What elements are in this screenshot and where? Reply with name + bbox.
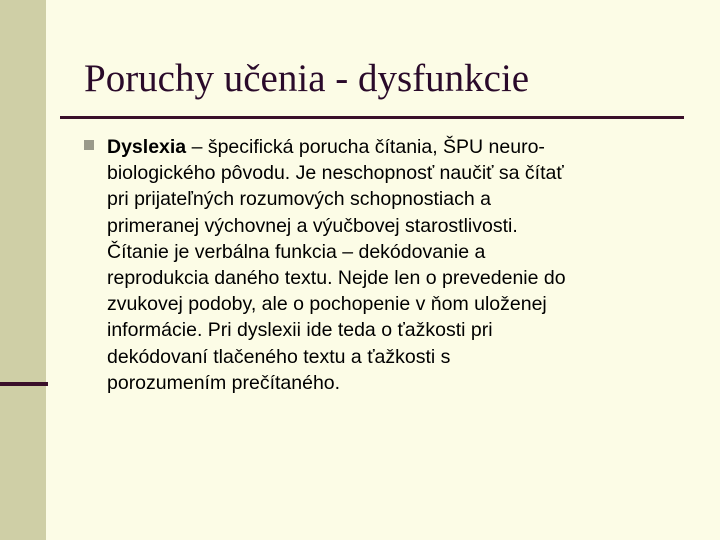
- bullet-item: [84, 134, 684, 396]
- bullet-term: Dyslexia: [107, 136, 187, 158]
- bullet-line-2: biologického pôvodu. Je neschopnosť naučiť sa čítať: [107, 162, 564, 185]
- sidebar-decoration: [0, 0, 46, 540]
- bullet-line-4: primeranej výchovnej a výučbovej starostlivosti.: [107, 214, 518, 237]
- bullet-line-1: [107, 134, 566, 160]
- bullet-line-8: informácie. Pri dyslexii ide teda o ťažkosti pri: [107, 319, 493, 342]
- slide-title: Poruchy učenia - dysfunkcie: [84, 57, 530, 100]
- bullet-line-3: pri prijateľných rozumových schopnostiach a: [107, 188, 491, 211]
- sidebar-accent-line: [0, 382, 48, 386]
- bullet-line-10: porozumením prečítaného.: [107, 371, 341, 394]
- bullet-text: [107, 134, 566, 396]
- bullet-line-9: dekódovaní tlačeného textu a ťažkosti s: [107, 345, 451, 368]
- square-bullet-icon: [84, 140, 94, 150]
- title-divider: [60, 116, 684, 119]
- slide-content: [84, 134, 684, 396]
- bullet-line-1-rest: – špecifická porucha čítania, ŠPU neuro-: [186, 136, 545, 158]
- bullet-line-7: zvukovej podoby, ale o pochopenie v ňom uloženej: [107, 293, 547, 316]
- bullet-line-5: Čítanie je verbálna funkcia – dekódovanie a: [107, 240, 486, 263]
- bullet-line-6: reprodukcia daného textu. Nejde len o prevedenie do: [107, 267, 566, 290]
